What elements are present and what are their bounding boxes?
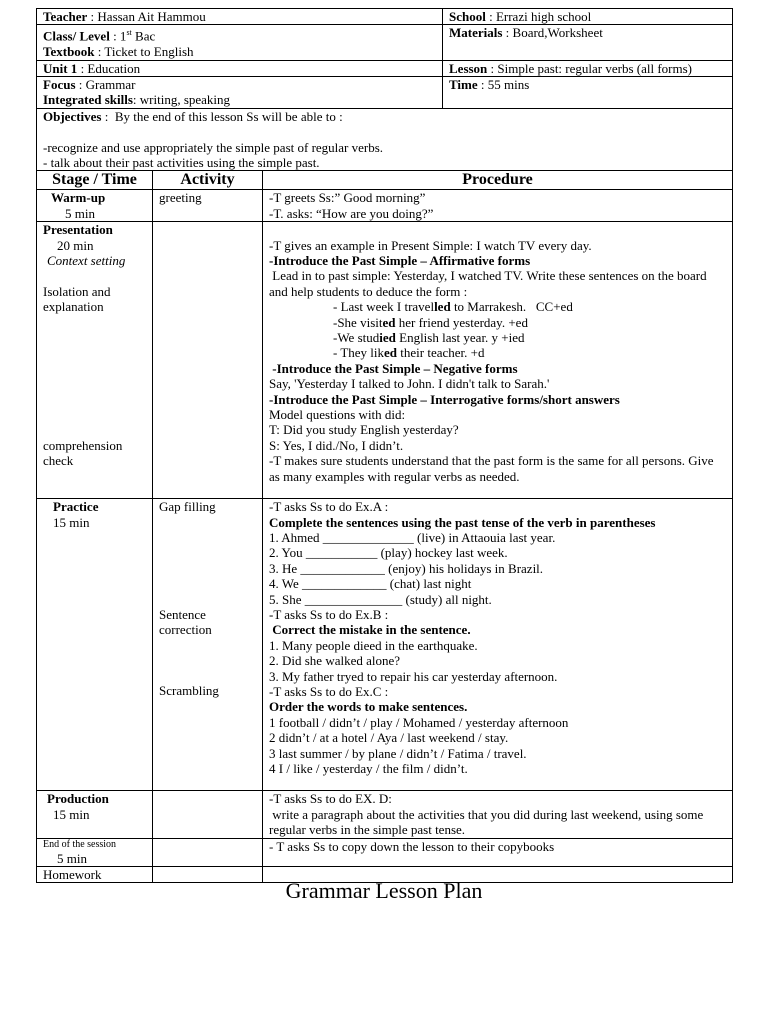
production-procedure [263, 791, 733, 838]
teacher-label: Teacher [43, 9, 88, 24]
exercise-item: 3 last summer / by plane / didn’t / Fatima / travel. [269, 745, 527, 761]
warmup-row [37, 190, 733, 222]
objective-item: - talk about their past activities using the simple past. [43, 154, 320, 170]
exercise-item: 1 football / didn’t / play / Mohamed / yesterday afternoon [269, 714, 569, 730]
context-setting-label: Context setting [47, 253, 126, 269]
exercise-item: 3. He _____________ (enjoy) his holidays in Brazil. [269, 560, 544, 576]
header-row-2 [37, 25, 733, 60]
school-label: School [449, 9, 486, 24]
skills-label: Integrated skills [43, 92, 133, 108]
unit-value: : Education [77, 60, 141, 76]
materials-value: : Board,Worksheet [502, 25, 603, 41]
procedure-heading: -Introduce the Past Simple – Interrogative forms/short answers [269, 391, 620, 407]
procedure-line: -T makes sure students understand that the past form is the same for all persons. Give as many examples with regular verbs as needed. [269, 453, 717, 484]
school-value: : Errazi high school [485, 9, 592, 24]
procedure-line: -T asks Ss to do Ex.C : [269, 683, 389, 699]
document-caption: Grammar Lesson Plan [285, 878, 483, 903]
col-stage-header: Stage / Time [37, 171, 153, 190]
lesson-plan-table [36, 8, 733, 883]
exercise-item: 1. Ahmed ______________ (live) in Attaouia last year. [269, 529, 556, 545]
example-ending: ed [384, 345, 398, 361]
comprehension-label: comprehension [43, 437, 123, 453]
procedure-heading: -Introduce the Past Simple – Negative forms [269, 360, 518, 376]
production-time: 15 min [53, 806, 90, 822]
end-stage-label: End of the session [43, 838, 117, 850]
production-stage [37, 791, 153, 838]
example-text: their teacher. +d [397, 345, 485, 361]
time-cell [443, 76, 733, 108]
example-ending: led [434, 299, 451, 315]
example-ending: ied [379, 330, 396, 346]
focus-value: : Grammar [75, 76, 136, 92]
example-text: - Last week I travel [333, 299, 435, 315]
example-text: - They lik [333, 345, 385, 361]
example-text: her friend yesterday. +ed [395, 314, 528, 330]
end-stage [37, 838, 153, 866]
col-procedure-header: Procedure [263, 171, 733, 190]
procedure-line: -T. asks: “How are you doing?” [269, 205, 434, 221]
practice-row [37, 499, 733, 791]
class-sup: st [126, 28, 132, 38]
end-row [37, 838, 733, 866]
exercise-item: 5. She _______________ (study) all night. [269, 591, 492, 607]
unit-cell [37, 60, 443, 76]
procedure-line: Model questions with did: [269, 407, 406, 423]
procedure-line: write a paragraph about the activities that you did during last weekend, using some regular verbs in the simple past tense. [269, 806, 707, 838]
procedure-line: T: Did you study English yesterday? [269, 422, 459, 438]
sentence-correction-label: Sentence [159, 606, 206, 622]
presentation-time: 20 min [57, 237, 94, 253]
class-level: Bac [131, 28, 156, 44]
materials-cell [443, 25, 733, 60]
exercise-title: Order the words to make sentences. [269, 699, 468, 715]
practice-stage-label: Practice [53, 499, 99, 515]
textbook-label: Textbook [43, 44, 95, 60]
example-text: -She visit [333, 314, 383, 330]
practice-time: 15 min [53, 514, 90, 530]
exercise-item: 2 didn’t / at a hotel / Aya / last weekend / stay. [269, 730, 509, 746]
lesson-value: : Simple past: regular verbs (all forms) [487, 60, 692, 76]
production-stage-label: Production [47, 791, 109, 807]
isolation-label: Isolation and [43, 283, 111, 299]
time-value: : 55 mins [477, 76, 530, 92]
teacher-cell [37, 9, 443, 25]
exercise-item: 1. Many people dieed in the earthquake. [269, 637, 478, 653]
procedure-line: -T asks Ss to do Ex.A : [269, 499, 389, 515]
procedure-line: -T asks Ss to do EX. D: [269, 791, 392, 807]
procedure-line: -T gives an example in Present Simple: I watch TV every day. [269, 237, 592, 253]
objectives-cell [37, 108, 733, 171]
unit-label: Unit 1 [43, 60, 78, 76]
col-activity-header: Activity [153, 171, 263, 190]
practice-procedure [263, 499, 733, 791]
exercise-item: 4. We _____________ (chat) last night [269, 576, 472, 592]
procedure-line: -T greets Ss:” Good morning” [269, 190, 426, 206]
header-row-4 [37, 76, 733, 108]
class-label: Class/ Level [43, 28, 110, 44]
lesson-cell [443, 60, 733, 76]
class-textbook-cell [37, 25, 443, 60]
header-row-3 [37, 60, 733, 76]
objective-item: -recognize and use appropriately the simple past of regular verbs. [43, 139, 384, 155]
presentation-stage-label: Presentation [43, 222, 113, 238]
exercise-item: 2. Did she walked alone? [269, 653, 401, 669]
class-value: : 1 [109, 28, 127, 44]
exercise-title: Correct the mistake in the sentence. [269, 622, 471, 638]
example-text: English last year. y +ied [395, 330, 525, 346]
end-procedure: - T asks Ss to copy down the lesson to their copybooks [263, 838, 733, 866]
explanation-label: explanation [43, 299, 104, 315]
warmup-procedure [263, 190, 733, 222]
example-text: -We stud [333, 330, 380, 346]
practice-activity [153, 499, 263, 791]
presentation-activity [153, 222, 263, 499]
procedure-line: Say, 'Yesterday I talked to John. I didn't talk to Sarah.' [269, 376, 550, 392]
example-text: to Marrakesh. CC+ed [450, 299, 573, 315]
school-cell [443, 9, 733, 25]
lesson-label: Lesson [449, 60, 488, 76]
objectives-row [37, 108, 733, 171]
objectives-intro: : By the end of this lesson Ss will be able to : [101, 108, 343, 124]
end-time: 5 min [57, 850, 87, 866]
header-row-1 [37, 9, 733, 25]
scrambling-label: Scrambling [159, 683, 219, 699]
production-row [37, 791, 733, 838]
warmup-activity: greeting [153, 190, 263, 222]
exercise-item: 3. My father tryed to repair his car yesterday afternoon. [269, 668, 558, 684]
column-headers [37, 171, 733, 190]
end-activity [153, 838, 263, 866]
presentation-row [37, 222, 733, 499]
production-activity [153, 791, 263, 838]
materials-label: Materials [449, 25, 503, 41]
procedure-heading: -Introduce the Past Simple – Affirmative forms [269, 253, 531, 269]
exercise-item: 2. You ___________ (play) hockey last week. [269, 545, 508, 561]
teacher-value: : Hassan Ait Hammou [87, 9, 206, 24]
objectives-label: Objectives [43, 108, 102, 124]
procedure-line: -T asks Ss to do Ex.B : [269, 606, 389, 622]
focus-cell [37, 76, 443, 108]
gap-filling-label: Gap filling [159, 499, 216, 515]
exercise-item: 4 I / like / yesterday / the film / didn’t. [269, 761, 468, 777]
skills-value: : writing, speaking [132, 92, 231, 108]
textbook-value: : Ticket to English [94, 44, 194, 60]
sentence-correction-label-2: correction [159, 621, 212, 637]
presentation-stage [37, 222, 153, 499]
time-label: Time [449, 76, 478, 92]
warmup-stage [37, 190, 153, 222]
procedure-line: Lead in to past simple: Yesterday, I watched TV. Write these sentences on the board and help students to deduce the form : [269, 268, 710, 299]
check-label: check [43, 453, 74, 469]
example-ending: ed [382, 314, 396, 330]
presentation-procedure [263, 222, 733, 499]
practice-stage [37, 499, 153, 791]
warmup-stage-label: Warm-up [51, 190, 106, 206]
procedure-line: S: Yes, I did./No, I didn’t. [269, 437, 404, 453]
focus-label: Focus [43, 76, 76, 92]
homework-label: Homework [37, 867, 153, 883]
warmup-time: 5 min [65, 205, 95, 221]
exercise-title: Complete the sentences using the past tense of the verb in parentheses [269, 514, 656, 530]
